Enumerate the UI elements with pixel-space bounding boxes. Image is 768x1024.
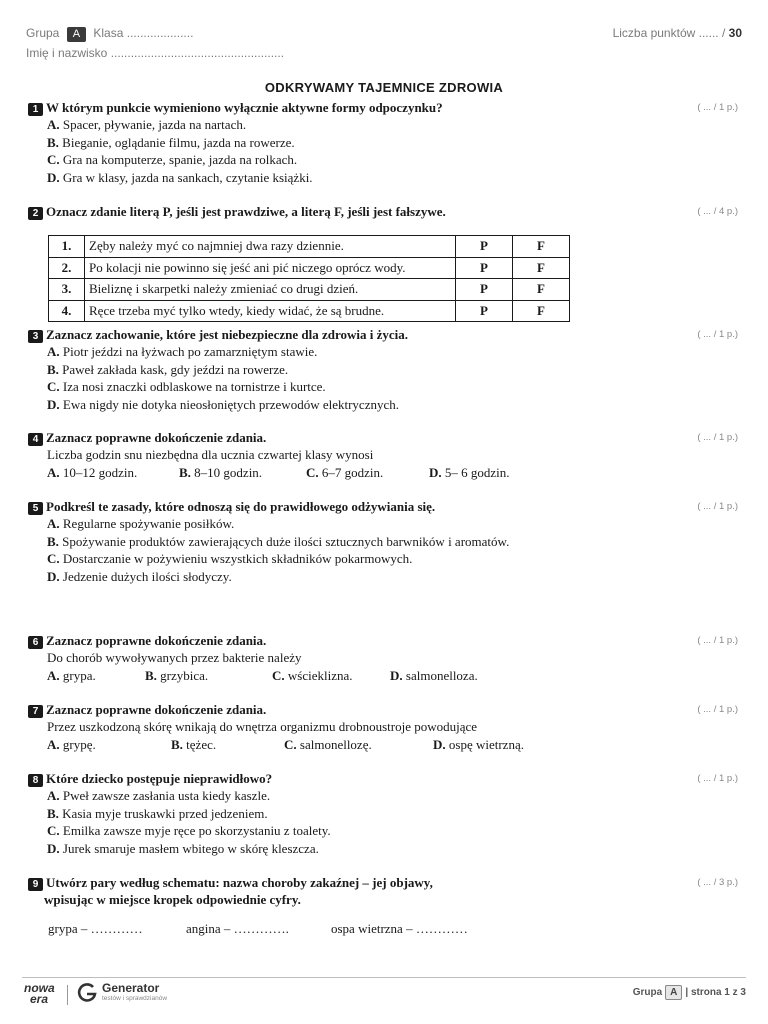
question-lead: Liczba godzin snu niezbędna dla ucznia czwartej klasy wynosi [47, 447, 374, 463]
false-cell[interactable]: F [513, 236, 570, 258]
question-1 [28, 99, 748, 186]
points-total [613, 26, 742, 40]
question-8 [28, 770, 748, 857]
option-c[interactable]: C. Gra na komputerze, spanie, jazda na rolkach. [47, 152, 298, 168]
footer-page-info: Grupa A | strona 1 z 3 [632, 987, 746, 998]
fill-in-grypa[interactable]: grypa – ………… [48, 921, 143, 936]
question-4-head [28, 429, 748, 446]
option-c[interactable]: C. salmonellozę. [284, 736, 372, 752]
page-title: ODKRYWAMY TAJEMNICE ZDROWIA [264, 80, 504, 95]
points-box: ( ... / 1 p.) [697, 329, 738, 340]
option-a[interactable]: A. Regularne spożywanie posiłków. [47, 516, 235, 532]
points-box: ( ... / 1 p.) [697, 501, 738, 512]
option-a[interactable]: A. Spacer, pływanie, jazda na nartach. [47, 117, 247, 133]
option-a[interactable]: A. grypę. [47, 736, 96, 752]
question-text: W którym punkcie wymieniono wyłącznie aktywne formy odpoczynku? [46, 100, 443, 115]
points-box: ( ... / 1 p.) [697, 635, 738, 646]
option-d[interactable]: D. Gra w klasy, jazda na sankach, czytanie książki. [47, 169, 313, 185]
option-a[interactable]: A. Pweł zawsze zasłania usta kiedy kaszle. [47, 788, 271, 804]
option-a[interactable]: A. 10–12 godzin. [47, 464, 138, 480]
question-9-head [28, 874, 748, 891]
option-b[interactable]: B. Bieganie, oglądanie filmu, jazda na rowerze. [47, 134, 295, 150]
table-row: 1. Zęby należy myć co najmniej dwa razy dziennie. P F [49, 236, 570, 258]
option-c[interactable]: C. wścieklizna. [272, 667, 353, 683]
question-2-head [28, 203, 748, 220]
table-row: 4. Ręce trzeba myć tylko wtedy, kiedy widać, że są brudne. P F [49, 300, 570, 322]
question-5 [28, 498, 748, 585]
options-row [28, 667, 748, 684]
group-label: Grupa [26, 26, 60, 40]
question-2 [28, 203, 748, 220]
option-d[interactable]: D. Jurek smaruje masłem wbitego w skórę kleszcza. [47, 840, 319, 856]
question-number: 8 [28, 774, 43, 787]
option-c[interactable]: C. Dostarczanie w pożywieniu wszystkich składników pokarmowych. [47, 551, 413, 567]
question-lead: Do chorób wywoływanych przez bakterie należy [47, 650, 302, 666]
option-b[interactable]: B. Paweł zakłada kask, gdy jeździ na rowerze. [47, 361, 289, 377]
points-box: ( ... / 3 p.) [697, 877, 738, 888]
points-box: ( ... / 1 p.) [697, 704, 738, 715]
question-number: 7 [28, 705, 43, 718]
group-class-line [26, 26, 193, 42]
question-text: Zaznacz poprawne dokończenie zdania. [46, 702, 267, 717]
name-label: Imię i nazwisko .................................................... [26, 46, 285, 60]
false-cell[interactable]: F [513, 257, 570, 279]
option-b[interactable]: B. 8–10 godzin. [179, 464, 263, 480]
table-row: 2. Po kolacji nie powinno się jeść ani pić niczego oprócz wody. P F [49, 257, 570, 279]
option-b[interactable]: B. tężec. [171, 736, 217, 752]
class-label: Klasa .................... [93, 26, 194, 40]
option-a[interactable]: A. grypa. [47, 667, 96, 683]
question-text: Zaznacz poprawne dokończenie zdania. [46, 430, 267, 445]
true-cell[interactable]: P [456, 279, 513, 301]
options-row [28, 464, 748, 481]
true-cell[interactable]: P [456, 300, 513, 322]
option-c[interactable]: C. 6–7 godzin. [306, 464, 384, 480]
question-1-head [28, 99, 748, 116]
nowa-era-logo: nowa era [24, 981, 55, 1006]
footer-divider [22, 977, 746, 978]
option-c[interactable]: C. Iza nosi znaczki odblaskowe na tornistrze i kurtce. [47, 379, 326, 395]
points-box: ( ... / 1 p.) [697, 102, 738, 113]
false-cell[interactable]: F [513, 279, 570, 301]
question-text: Oznacz zdanie literą P, jeśli jest prawdziwe, a literą F, jeśli jest fałszywe. [46, 204, 446, 219]
option-d[interactable]: D. Jedzenie dużych ilości słodyczy. [47, 568, 232, 584]
question-number: 6 [28, 636, 43, 649]
fill-in-ospa[interactable]: ospa wietrzna – ………… [331, 921, 468, 936]
option-d[interactable]: D. Ewa nigdy nie dotyka nieosłoniętych przewodów elektrycznych. [47, 396, 399, 412]
question-number: 1 [28, 103, 43, 116]
question-4 [28, 429, 748, 481]
option-a[interactable]: A. Piotr jeździ na łyżwach po zamarzniętym stawie. [47, 344, 318, 360]
option-c[interactable]: C. Emilka zawsze myje ręce po skorzystaniu z toalety. [47, 823, 331, 839]
question-6-head [28, 632, 748, 649]
points-max: 30 [728, 26, 742, 40]
false-cell[interactable]: F [513, 300, 570, 322]
question-3 [28, 326, 748, 413]
option-d[interactable]: D. salmonelloza. [390, 667, 478, 683]
true-cell[interactable]: P [456, 257, 513, 279]
generator-g-icon [76, 982, 98, 1009]
group-badge: A [67, 27, 86, 42]
options-row [28, 736, 748, 753]
question-number: 4 [28, 433, 43, 446]
question-7-head [28, 701, 748, 718]
question-text-continued: wpisując w miejsce kropek odpowiednie cyfry. [44, 892, 301, 908]
question-text: Zaznacz zachowanie, które jest niebezpieczne dla zdrowia i życia. [46, 327, 409, 342]
question-5-head [28, 498, 748, 515]
question-text: Które dziecko postępuje nieprawidłowo? [46, 771, 273, 786]
table-row: 3. Bieliznę i skarpetki należy zmieniać co drugi dzień. P F [49, 279, 570, 301]
points-box: ( ... / 1 p.) [697, 432, 738, 443]
points-box: ( ... / 1 p.) [697, 773, 738, 784]
question-7 [28, 701, 748, 753]
question-8-head [28, 770, 748, 787]
option-d[interactable]: D. 5– 6 godzin. [429, 464, 510, 480]
footer-group-badge: A [665, 985, 682, 1000]
true-false-table [48, 235, 570, 322]
question-text: Utwórz pary według schematu: nazwa choroby zakaźnej – jej objawy, [46, 875, 433, 890]
option-b[interactable]: B. Spożywanie produktów zawierających duże ilości sztucznych barwników i aromatów. [47, 533, 510, 549]
question-number: 9 [28, 878, 43, 891]
question-text: Zaznacz poprawne dokończenie zdania. [46, 633, 267, 648]
question-3-head [28, 326, 748, 343]
fill-in-angina[interactable]: angina – …………. [186, 921, 289, 936]
generator-logo-text: Generator testów i sprawdzianów [102, 981, 168, 1002]
question-number: 2 [28, 207, 43, 220]
question-text: Podkreśl te zasady, które odnoszą się do prawidłowego odżywiania się. [46, 499, 436, 514]
option-b[interactable]: B. grzybica. [145, 667, 209, 683]
fill-in-row [48, 921, 468, 937]
page-number: | strona 1 z 3 [685, 987, 746, 998]
question-9 [28, 874, 748, 909]
true-cell[interactable]: P [456, 236, 513, 258]
option-d[interactable]: D. ospę wietrzną. [433, 736, 524, 752]
question-6 [28, 632, 748, 684]
question-lead: Przez uszkodzoną skórę wnikają do wnętrza organizmu drobnoustroje powodujące [47, 719, 478, 735]
question-number: 3 [28, 330, 43, 343]
logo-separator [67, 985, 68, 1005]
question-number: 5 [28, 502, 43, 515]
points-box: ( ... / 4 p.) [697, 206, 738, 217]
option-b[interactable]: B. Kasia myje truskawki przed jedzeniem. [47, 805, 268, 821]
points-label: Liczba punktów ...... / [612, 26, 726, 40]
